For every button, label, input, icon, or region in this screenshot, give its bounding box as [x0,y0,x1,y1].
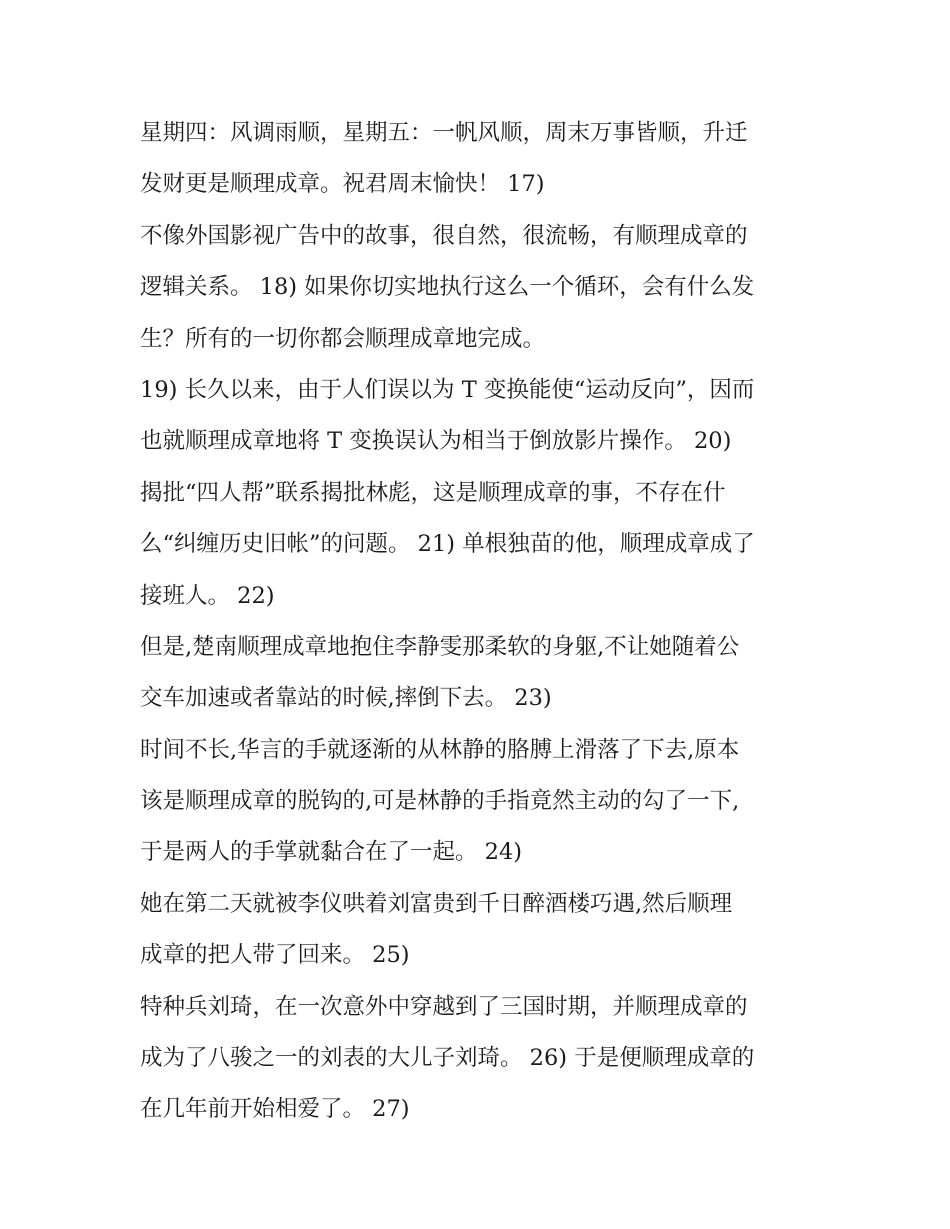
text-line: 在几年前开始相爱了。 27) [140,1096,410,1123]
text-line: 逻辑关系。 18) 如果你切实地执行这么一个循环，会有什么发 [140,274,755,301]
text-line: 星期四：风调雨顺，星期五：一帆风顺，周末万事皆顺，升迁 [140,120,748,146]
text-line: 生？所有的一切你都会顺理成章地完成。 [140,325,546,352]
text-line: 么“纠缠历史旧帐”的问题。 21) 单根独苗的他，顺理成章成了 [140,531,755,558]
text-line: 不像外国影视广告中的故事，很自然，很流畅，有顺理成章的 [140,222,748,249]
text-line: 时间不长,华言的手就逐渐的从林静的胳膊上滑落了下去,原本 [140,736,740,763]
text-line: 接班人。 22) [140,582,275,609]
text-line: 交车加速或者靠站的时候,摔倒下去。 23) [140,685,552,712]
text-line: 但是,楚南顺理成章地抱住李静雯那柔软的身躯,不让她随着公 [140,633,740,660]
text-line: 成章的把人带了回来。 25) [140,942,410,969]
document-body [140,108,820,1136]
text-line: 成为了八骏之一的刘表的大儿子刘琦。 26) 于是便顺理成章的 [140,1045,755,1072]
text-line: 她在第二天就被李仪哄着刘富贵到千日醉酒楼巧遇,然后顺理 [140,890,733,917]
text-line: 于是两人的手掌就黏合在了一起。 24) [140,839,523,866]
text-line: 该是顺理成章的脱钩的,可是林静的手指竟然主动的勾了一下, [140,788,740,815]
text-line: 发财更是顺理成章。祝君周末愉快！ 17) [140,171,545,198]
text-line: 也就顺理成章地将 T 变换误认为相当于倒放影片操作。 20) [140,428,732,455]
text-line: 19) 长久以来，由于人们误以为 T 变换能使“运动反向”，因而 [140,376,755,403]
text-line: 特种兵刘琦，在一次意外中穿越到了三国时期，并顺理成章的 [140,993,748,1020]
text-line: 揭批“四人帮”联系揭批林彪，这是顺理成章的事，不存在什 [140,479,726,506]
